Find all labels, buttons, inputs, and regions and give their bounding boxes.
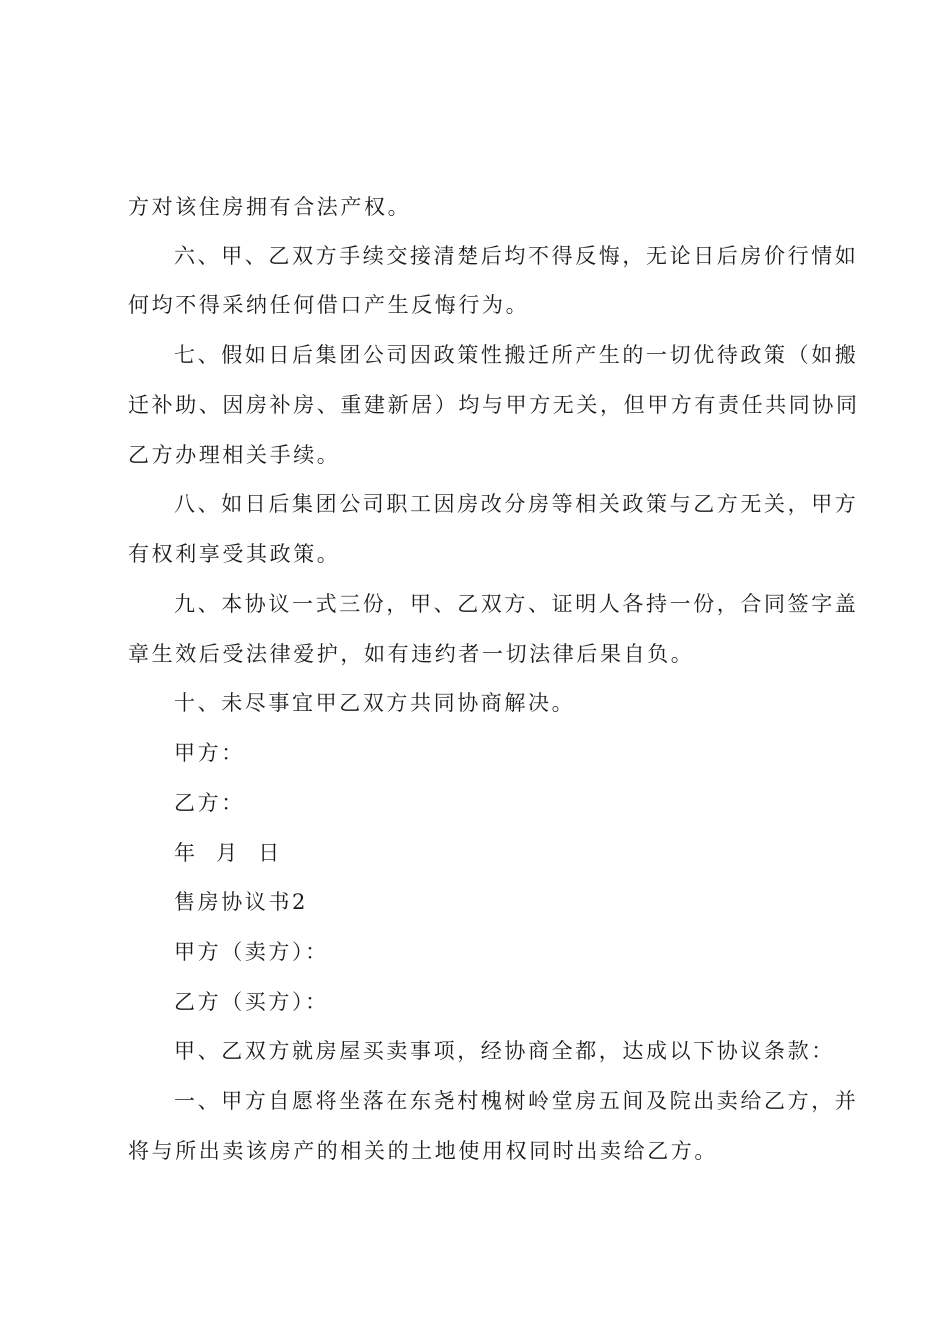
clause-8-line-2: 有权利享受其政策。	[128, 542, 341, 566]
clause-6-line-2: 何均不得采纳任何借口产生反悔行为。	[128, 293, 530, 317]
clause-7-line-2: 迁补助、因房补房、重建新居）均与甲方无关，但甲方有责任共同协同	[128, 393, 860, 417]
agreement-preamble: 甲、乙双方就房屋买卖事项，经协商全都，达成以下协议条款：	[174, 1039, 835, 1063]
clause-9-line-1: 九、本协议一式三份，甲、乙双方、证明人各持一份，合同签字盖	[174, 592, 859, 616]
clause-7-line-1: 七、假如日后集团公司因政策性搬迁所产生的一切优待政策（如搬	[174, 343, 859, 367]
clause-6-line-1: 六、甲、乙双方手续交接清楚后均不得反悔，无论日后房价行情如	[174, 244, 859, 268]
text-line-1: 方对该住房拥有合法产权。	[128, 195, 412, 219]
party-b-signature-label: 乙方：	[174, 791, 245, 815]
clause-8-line-1: 八、如日后集团公司职工因房改分房等相关政策与乙方无关，甲方	[174, 492, 859, 516]
agreement-2-title: 售房协议书2	[174, 890, 308, 914]
clause-1-line-1: 一、甲方自愿将坐落在东尧村槐树岭堂房五间及院出卖给乙方，并	[174, 1089, 859, 1113]
clause-7-line-3: 乙方办理相关手续。	[128, 443, 341, 467]
buyer-label: 乙方（买方）：	[174, 990, 329, 1014]
clause-1-line-2: 将与所出卖该房产的相关的土地使用权同时出卖给乙方。	[128, 1139, 718, 1163]
clause-9-line-2: 章生效后受法律爱护，如有违约者一切法律后果自负。	[128, 642, 695, 666]
clause-10: 十、未尽事宜甲乙双方共同协商解决。	[174, 691, 576, 715]
date-line: 年 月 日	[174, 841, 282, 865]
seller-label: 甲方（卖方）：	[174, 940, 329, 964]
party-a-signature-label: 甲方：	[174, 741, 245, 765]
